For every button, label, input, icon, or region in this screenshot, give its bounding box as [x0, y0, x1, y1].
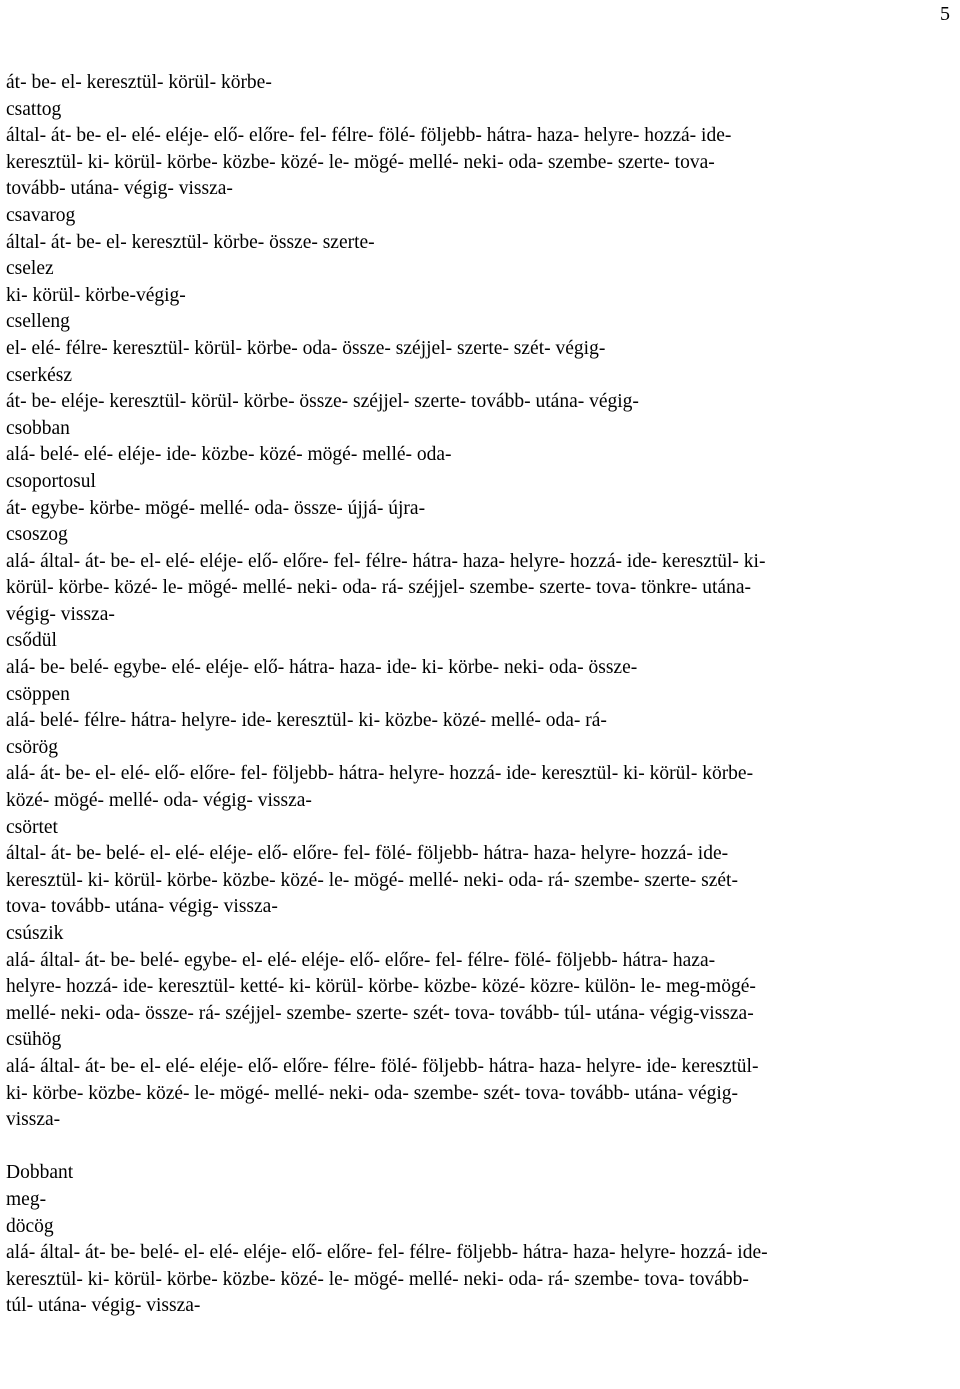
text-line: által- át- be- el- elé- eléje- elő- előre- fel- félre- fölé- följebb- hátra- haza- helyre- hozzá- ide-: [6, 125, 732, 147]
text-line: végig- vissza-: [6, 603, 115, 625]
text-line: vissza-: [6, 1109, 61, 1131]
text-line: alá- által- át- be- el- elé- eléje- elő- előre- félre- fölé- följebb- hátra- haza- helyre- ide- keresztül-: [6, 1055, 759, 1077]
headword: csöppen: [6, 683, 70, 705]
text-line: alá- belé- félre- hátra- helyre- ide- keresztül- ki- közbe- közé- mellé- oda- rá-: [6, 710, 607, 732]
headword: csörög: [6, 736, 58, 758]
headword: csühög: [6, 1029, 62, 1051]
headword: csoszog: [6, 524, 68, 546]
text-line: keresztül- ki- körül- körbe- közbe- közé- le- mögé- mellé- neki- oda- rá- szembe- szerte- szét-: [6, 869, 738, 891]
text-line: helyre- hozzá- ide- keresztül- ketté- ki- körül- körbe- közbe- közé- közre- külön- le- meg-mögé-: [6, 976, 756, 998]
headword: cserkész: [6, 364, 73, 386]
text-line: meg-: [6, 1188, 47, 1210]
headword: cselleng: [6, 311, 70, 333]
text-line: közé- mögé- mellé- oda- végig- vissza-: [6, 790, 312, 812]
headword: cselez: [6, 258, 54, 280]
text-line: át- be- eléje- keresztül- körül- körbe- össze- széjjel- szerte- tovább- utána- végig-: [6, 391, 639, 413]
text-line: alá- által- át- be- el- elé- eléje- elő- előre- fel- félre- hátra- haza- helyre- hozzá- ide- keresztül- ki-: [6, 550, 766, 572]
verb-prefix-list: [6, 70, 954, 1320]
headword: döcög: [6, 1215, 54, 1237]
text-line: mellé- neki- oda- össze- rá- széjjel- szembe- szerte- szét- tova- tovább- túl- utána- végig-vissza-: [6, 1002, 754, 1024]
text-line: ki- körbe- közbe- közé- le- mögé- mellé- neki- oda- szembe- szét- tova- tovább- utána- végig-: [6, 1082, 739, 1104]
headword: csobban: [6, 417, 70, 439]
text-line: át- egybe- körbe- mögé- mellé- oda- össze- újjá- újra-: [6, 497, 426, 519]
text-line: keresztül- ki- körül- körbe- közbe- közé- le- mögé- mellé- neki- oda- szembe- szerte- tova-: [6, 151, 715, 173]
text-line: alá- be- belé- egybe- elé- eléje- elő- hátra- haza- ide- ki- körbe- neki- oda- össze-: [6, 657, 638, 679]
text-line: túl- utána- végig- vissza-: [6, 1295, 201, 1317]
text-line: el- elé- félre- keresztül- körül- körbe- oda- össze- széjjel- szerte- szét- végig-: [6, 337, 606, 359]
text-line: ki- körül- körbe-végig-: [6, 284, 186, 306]
page-number: 5: [940, 3, 950, 25]
text-line: alá- belé- elé- eléje- ide- közbe- közé- mögé- mellé- oda-: [6, 444, 452, 466]
text-line: keresztül- ki- körül- körbe- közbe- közé- le- mögé- mellé- neki- oda- rá- szembe- tova- tovább-: [6, 1268, 749, 1290]
headword: csúszik: [6, 923, 64, 944]
text-line: át- be- el- keresztül- körül- körbe-: [6, 72, 272, 93]
text-line: által- át- be- el- keresztül- körbe- össze- szerte-: [6, 231, 375, 253]
text-line: alá- által- át- be- belé- el- elé- eléje- elő- előre- fel- félre- följebb- hátra- haza- helyre- hozzá- ide-: [6, 1242, 768, 1264]
blank-line: [6, 1134, 954, 1161]
text-line: alá- át- be- el- elé- elő- előre- fel- följebb- hátra- helyre- hozzá- ide- keresztül- ki- körül- körbe-: [6, 763, 754, 785]
text-line: tovább- utána- végig- vissza-: [6, 178, 233, 200]
text-line: által- át- be- belé- el- elé- eléje- elő- előre- fel- fölé- följebb- hátra- haza- helyre- hozzá- ide-: [6, 843, 729, 865]
headword: csődül: [6, 630, 57, 652]
text-line: tova- tovább- utána- végig- vissza-: [6, 896, 278, 918]
headword: csörtet: [6, 816, 58, 838]
headword: csoportosul: [6, 470, 96, 492]
text-line: körül- körbe- közé- le- mögé- mellé- neki- oda- rá- széjjel- szembe- szerte- tova- tönkre- utána-: [6, 577, 751, 599]
headword: csavarog: [6, 204, 76, 226]
headword: csattog: [6, 98, 62, 120]
text-line: alá- által- át- be- belé- egybe- el- elé- eléje- elő- előre- fel- félre- fölé- följebb- hátra- haza-: [6, 949, 716, 971]
headword: Dobbant: [6, 1162, 74, 1184]
